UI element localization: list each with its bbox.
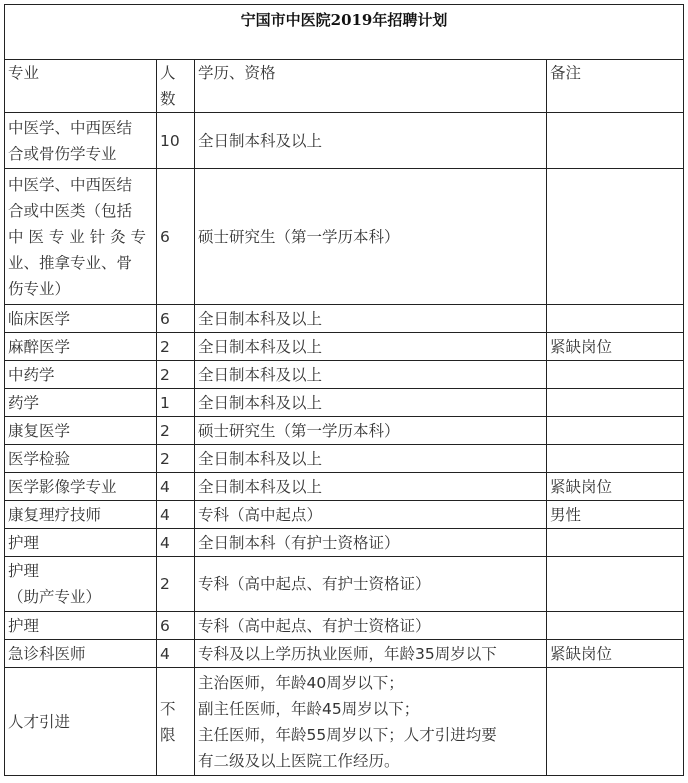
major-line: 业、推拿专业、骨 bbox=[8, 253, 133, 272]
cell-major: 康复医学 bbox=[5, 417, 157, 445]
table-row bbox=[5, 113, 684, 169]
cell-count: 2 bbox=[157, 557, 195, 612]
cell-education: 全日制本科及以上 bbox=[195, 473, 547, 501]
cell-major: 医学影像学专业 bbox=[5, 473, 157, 501]
table-row bbox=[5, 473, 684, 501]
cell-education: 专科及以上学历执业医师，年龄35周岁以下 bbox=[195, 640, 547, 668]
cell-major: 康复理疗技师 bbox=[5, 501, 157, 529]
major-line: 中医学、中西医结 bbox=[8, 118, 133, 137]
cell-education: 全日制本科（有护士资格证） bbox=[195, 529, 547, 557]
cell-major: 中药学 bbox=[5, 361, 157, 389]
cell-education: 全日制本科及以上 bbox=[195, 305, 547, 333]
table-row bbox=[5, 557, 684, 612]
cell-count: 2 bbox=[157, 333, 195, 361]
cell-remark: 紧缺岗位 bbox=[547, 333, 684, 361]
cell-education: 专科（高中起点、有护士资格证） bbox=[195, 557, 547, 612]
table-row bbox=[5, 445, 684, 473]
cell-remark bbox=[547, 445, 684, 473]
cell-count: 4 bbox=[157, 501, 195, 529]
education-line: 主任医师，年龄55周岁以下；人才引进均要 bbox=[198, 725, 497, 744]
cell-major: 护理 bbox=[5, 529, 157, 557]
cell-major: 临床医学 bbox=[5, 305, 157, 333]
cell-count: 1 bbox=[157, 389, 195, 417]
major-line: 合或中医类（包括 bbox=[8, 201, 133, 220]
cell-count: 6 bbox=[157, 305, 195, 333]
table-row bbox=[5, 501, 684, 529]
cell-count: 6 bbox=[157, 169, 195, 305]
cell-education: 全日制本科及以上 bbox=[195, 445, 547, 473]
table-row bbox=[5, 417, 684, 445]
major-line: 伤专业） bbox=[8, 279, 71, 298]
cell-remark: 男性 bbox=[547, 501, 684, 529]
cell-major bbox=[5, 113, 157, 169]
recruitment-plan bbox=[4, 4, 684, 776]
table-row bbox=[5, 389, 684, 417]
cell-remark bbox=[547, 361, 684, 389]
cell-major: 医学检验 bbox=[5, 445, 157, 473]
cell-remark: 紧缺岗位 bbox=[547, 473, 684, 501]
cell-education: 全日制本科及以上 bbox=[195, 333, 547, 361]
cell-major: 药学 bbox=[5, 389, 157, 417]
major-line: 中医学、中西医结 bbox=[8, 175, 133, 194]
cell-remark bbox=[547, 389, 684, 417]
major-line: （助产专业） bbox=[8, 588, 102, 606]
cell-remark bbox=[547, 612, 684, 640]
cell-remark bbox=[547, 113, 684, 169]
cell-education: 全日制本科及以上 bbox=[195, 113, 547, 169]
education-line: 有二级及以上医院工作经历。 bbox=[198, 751, 400, 770]
cell-count: 4 bbox=[157, 529, 195, 557]
cell-count: 4 bbox=[157, 473, 195, 501]
cell-major: 人才引进 bbox=[5, 668, 157, 776]
cell-count: 10 bbox=[157, 113, 195, 169]
cell-remark bbox=[547, 417, 684, 445]
education-line: 副主任医师，年龄45周岁以下； bbox=[198, 699, 420, 718]
header-remark: 备注 bbox=[547, 60, 684, 113]
cell-education: 全日制本科及以上 bbox=[195, 361, 547, 389]
cell-count: 4 bbox=[157, 640, 195, 668]
cell-major: 护理 bbox=[5, 612, 157, 640]
cell-major bbox=[5, 557, 157, 612]
cell-remark bbox=[547, 668, 684, 776]
cell-remark bbox=[547, 305, 684, 333]
cell-education: 全日制本科及以上 bbox=[195, 389, 547, 417]
table-row bbox=[5, 361, 684, 389]
cell-count: 2 bbox=[157, 445, 195, 473]
header-education: 学历、资格 bbox=[195, 60, 547, 113]
table-row bbox=[5, 169, 684, 305]
header-count-line2: 数 bbox=[160, 90, 176, 108]
cell-education: 硕士研究生（第一学历本科） bbox=[195, 169, 547, 305]
cell-education: 专科（高中起点、有护士资格证） bbox=[195, 612, 547, 640]
table-row bbox=[5, 305, 684, 333]
header-count-line1: 人 bbox=[160, 64, 176, 82]
cell-remark bbox=[547, 169, 684, 305]
major-line: 护理 bbox=[8, 562, 40, 580]
cell-count: 6 bbox=[157, 612, 195, 640]
cell-education: 专科（高中起点） bbox=[195, 501, 547, 529]
cell-remark: 紧缺岗位 bbox=[547, 640, 684, 668]
cell-education bbox=[195, 668, 547, 776]
cell-education: 硕士研究生（第一学历本科） bbox=[195, 417, 547, 445]
cell-major: 麻醉医学 bbox=[5, 333, 157, 361]
table-row bbox=[5, 668, 684, 776]
table-row bbox=[5, 640, 684, 668]
cell-remark bbox=[547, 529, 684, 557]
count-line: 不 bbox=[160, 699, 176, 718]
table-row bbox=[5, 529, 684, 557]
cell-remark bbox=[547, 557, 684, 612]
recruitment-table bbox=[4, 4, 684, 776]
cell-count: 2 bbox=[157, 417, 195, 445]
header-count bbox=[157, 60, 195, 113]
cell-major: 急诊科医师 bbox=[5, 640, 157, 668]
table-row bbox=[5, 333, 684, 361]
cell-major bbox=[5, 169, 157, 305]
education-line: 主治医师，年龄40周岁以下； bbox=[198, 673, 404, 692]
count-line: 限 bbox=[160, 725, 176, 744]
table-row bbox=[5, 612, 684, 640]
header-row bbox=[5, 60, 684, 113]
major-line: 中 医 专 业 针 灸 专 bbox=[8, 227, 147, 246]
cell-count: 2 bbox=[157, 361, 195, 389]
major-line: 合或骨伤学专业 bbox=[8, 144, 117, 163]
header-major: 专业 bbox=[5, 60, 157, 113]
table-title: 宁国市中医院2019年招聘计划 bbox=[5, 5, 684, 60]
cell-count bbox=[157, 668, 195, 776]
